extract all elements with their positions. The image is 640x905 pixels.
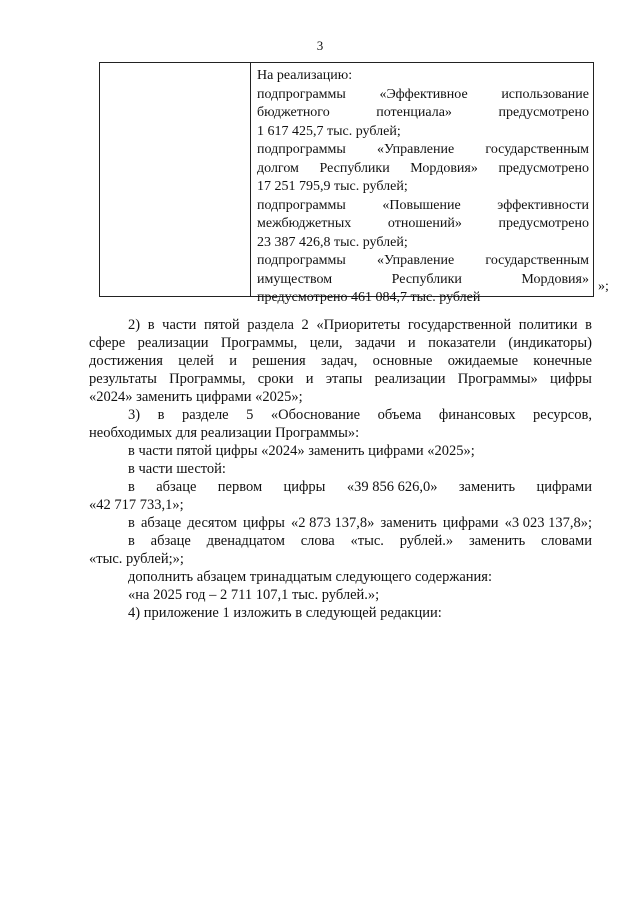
table-word: предусмотрено	[498, 216, 589, 231]
table-word: 1 617 425,7 тыс. рублей;	[257, 123, 401, 139]
body-word: и	[305, 371, 314, 387]
table-word: подпрограммы	[257, 253, 346, 268]
body-word: цифры	[549, 371, 592, 387]
table-word: государственным	[485, 253, 589, 268]
body-word: двенадцатом	[206, 533, 285, 549]
body-word: и	[229, 353, 237, 369]
body-word: в	[128, 515, 135, 531]
body-word: результаты	[89, 371, 157, 387]
body-line: «2024» заменить цифрами «2025»;	[89, 389, 303, 405]
table-left-cell	[100, 63, 251, 296]
body-word: цифрами	[442, 515, 499, 531]
table-line	[257, 86, 589, 105]
body-word: заменить	[468, 533, 526, 549]
table-line	[257, 141, 589, 160]
body-line	[89, 334, 592, 352]
table-word: межбюджетных	[257, 216, 352, 231]
body-word: слова	[300, 533, 335, 549]
table-line	[257, 215, 589, 234]
body-line: «42 717 733,1»;	[89, 497, 184, 513]
body-word: в	[585, 317, 592, 333]
body-word: «2 873 137,8»	[291, 515, 375, 531]
body-word: части	[162, 317, 197, 333]
body-line	[89, 352, 592, 370]
body-word: сроки	[257, 371, 294, 387]
body-line: в части пятой цифры «2024» заменить цифрами «2025»;	[128, 443, 475, 459]
body-word: показатели	[428, 335, 496, 351]
table-word: На реализацию:	[257, 68, 353, 83]
table-word: «Управление	[377, 253, 455, 268]
body-word: целей	[178, 353, 214, 369]
table-word: Мордовия»	[410, 160, 478, 176]
body-line: «на 2025 год – 2 711 107,1 тыс. рублей.»;	[128, 587, 380, 603]
table-word: «Управление	[377, 142, 455, 157]
body-word: цифрами	[536, 479, 592, 495]
body-word: в	[147, 317, 155, 333]
body-word: Программы,	[169, 371, 246, 387]
body-line: необходимых для реализации Программы»:	[89, 425, 360, 441]
amendment-text	[89, 316, 592, 622]
body-word: решения	[252, 353, 306, 369]
table-word: использование	[501, 86, 589, 102]
table-word: Республики	[319, 160, 390, 176]
table-word: 17 251 795,9 тыс. рублей;	[257, 179, 408, 194]
body-word: конечные	[533, 353, 592, 369]
body-word: «39 856 626,0»	[346, 479, 438, 495]
body-word: «тыс.	[350, 533, 384, 549]
page-number: 3	[316, 38, 324, 53]
table-line	[257, 123, 589, 142]
table-word: Республики	[391, 271, 462, 287]
body-word: в	[128, 533, 135, 549]
body-word: политики	[518, 317, 578, 333]
table-line	[257, 67, 589, 86]
body-word: цифры	[283, 479, 326, 495]
table-word: подпрограммы	[257, 142, 346, 157]
table-word: «Эффективное	[379, 86, 468, 102]
body-word: Программы»	[457, 371, 538, 387]
body-word: 5	[246, 407, 254, 423]
table-word: подпрограммы	[257, 197, 346, 213]
closing-quote-mark: »;	[598, 279, 609, 294]
body-word: абзаце	[140, 515, 182, 531]
table-word: 23 387 426,8 тыс. рублей;	[257, 234, 408, 250]
body-word: 2	[301, 317, 309, 333]
body-line	[89, 514, 592, 532]
table-line	[257, 197, 589, 216]
body-word: реализации	[137, 335, 209, 351]
table-line	[257, 234, 589, 253]
body-word: реализации	[374, 371, 446, 387]
body-word: абзаце	[150, 533, 191, 549]
body-word: заменить	[380, 515, 437, 531]
table-word: Мордовия»	[521, 271, 589, 287]
table-word: предусмотрено 461 084,7 тыс. рублей	[257, 290, 481, 305]
body-word: раздела	[247, 317, 294, 333]
body-line: «тыс. рублей;»;	[89, 551, 184, 567]
table-line	[257, 178, 589, 197]
body-word: объема	[377, 407, 422, 423]
table-word: предусмотрено	[498, 160, 589, 176]
table-word: отношений»	[387, 216, 462, 231]
body-word: в	[157, 407, 165, 423]
body-word: «Обоснование	[270, 407, 361, 423]
body-word: «3 023 137,8»;	[504, 515, 592, 531]
body-word: абзаце	[156, 479, 197, 495]
table-line	[257, 104, 589, 123]
body-line	[89, 532, 592, 550]
body-line	[89, 370, 592, 388]
table-line	[257, 289, 589, 308]
table-word: подпрограммы	[257, 86, 346, 102]
body-word: основные	[372, 353, 433, 369]
body-word: ожидаемые	[447, 353, 519, 369]
table-word: предусмотрено	[498, 105, 589, 120]
table-right-cell	[251, 63, 593, 305]
body-word: пятой	[204, 317, 240, 333]
body-word: этапы	[325, 371, 363, 387]
body-word: «Приоритеты	[316, 317, 401, 333]
body-word: разделе	[181, 407, 229, 423]
table-word: имуществом	[257, 271, 333, 287]
program-table	[99, 62, 594, 305]
body-word: 2)	[128, 317, 141, 333]
body-word: достижения	[89, 353, 163, 369]
table-word: государственным	[485, 142, 589, 157]
body-word: десятом	[187, 515, 237, 531]
table-word: потенциала»	[376, 105, 452, 120]
body-line	[89, 406, 592, 424]
body-word: задач,	[321, 353, 358, 369]
body-line	[89, 478, 592, 496]
body-word: рублей.»	[399, 533, 454, 549]
body-word: сфере	[89, 335, 126, 351]
table-word: эффективности	[497, 197, 589, 213]
body-word: цели,	[309, 335, 343, 351]
body-line: в части шестой:	[128, 461, 226, 477]
body-word: финансовых	[438, 407, 516, 423]
table-line	[257, 271, 589, 290]
body-word: ресурсов,	[533, 407, 592, 423]
body-line: дополнить абзацем тринадцатым следующего содержания:	[128, 569, 492, 585]
body-word: задачи	[354, 335, 396, 351]
body-line	[89, 316, 592, 334]
body-word: Программы,	[220, 335, 298, 351]
body-word: цифры	[243, 515, 285, 531]
table-word: «Повышение	[382, 197, 461, 213]
body-word: (индикаторы)	[508, 335, 592, 351]
table-line	[257, 160, 589, 179]
body-word: в	[128, 479, 135, 495]
body-word: 3)	[128, 407, 141, 423]
body-word: и	[407, 335, 416, 351]
body-line: 4) приложение 1 изложить в следующей редакции:	[128, 605, 442, 621]
body-word: государственной	[407, 317, 512, 333]
table-word: долгом	[257, 160, 299, 176]
table-word: бюджетного	[257, 105, 330, 120]
table-line	[257, 252, 589, 271]
body-word: словами	[541, 533, 592, 549]
body-word: заменить	[458, 479, 516, 495]
body-word: первом	[217, 479, 263, 495]
